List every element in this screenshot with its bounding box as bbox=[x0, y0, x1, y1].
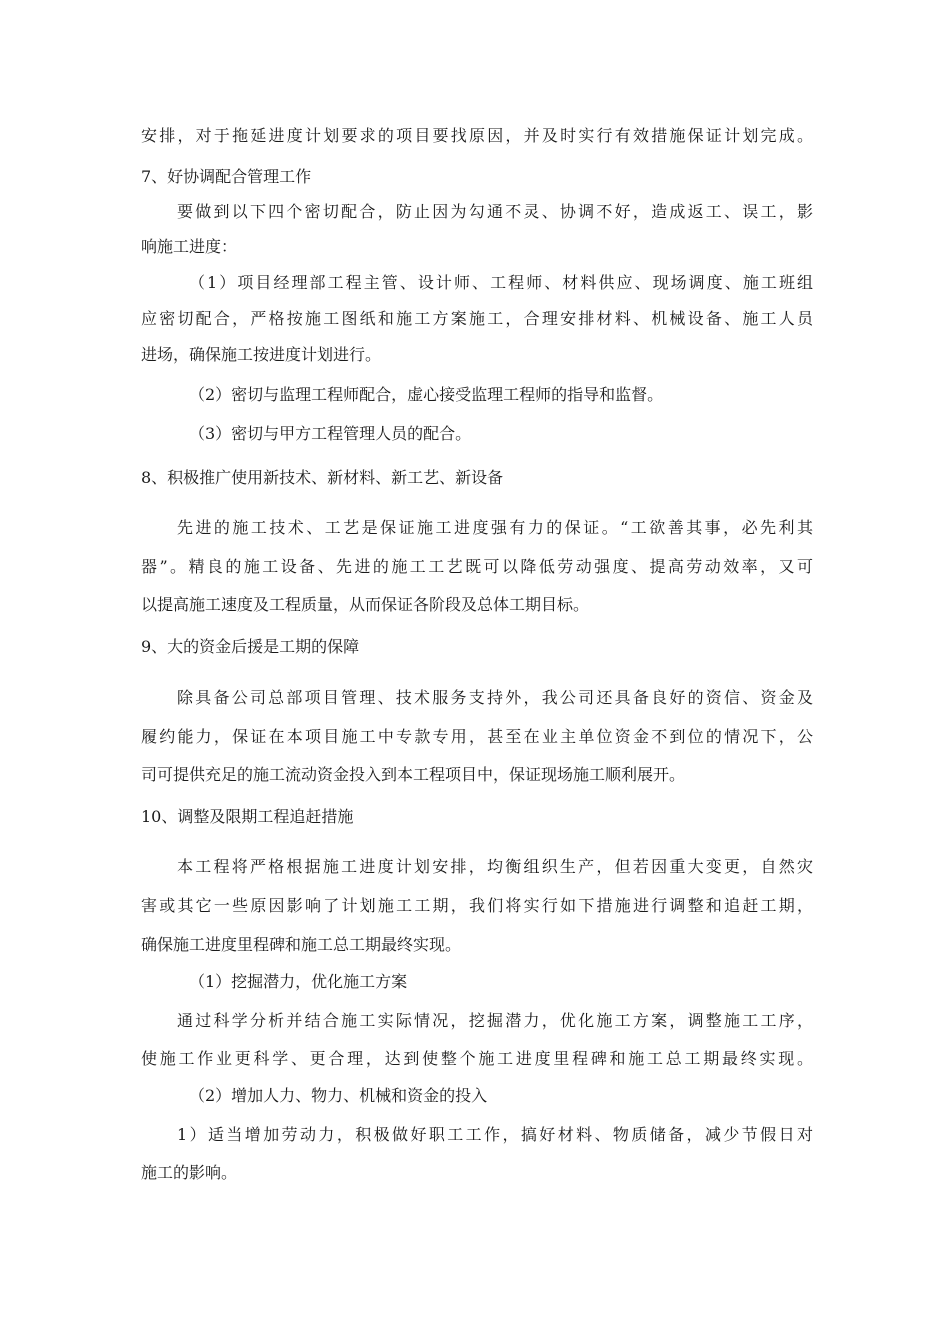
paragraph-line: 进场，确保施工按进度计划进行。 bbox=[141, 345, 382, 364]
paragraph-line: 以提高施工速度及工程质量，从而保证各阶段及总体工期目标。 bbox=[141, 595, 590, 614]
list-item-line: （2）密切与监理工程师配合，虚心接受监理工程师的指导和监督。 bbox=[189, 385, 664, 404]
paragraph-line: 除具备公司总部项目管理、技术服务支持外，我公司还具备良好的资信、资金及 bbox=[177, 688, 813, 707]
list-item-line: （3）密切与甲方工程管理人员的配合。 bbox=[189, 424, 472, 443]
list-item-line: （2）增加人力、物力、机械和资金的投入 bbox=[189, 1086, 488, 1105]
paragraph-line: 要做到以下四个密切配合，防止因为勾通不灵、协调不好，造成返工、误工，影 bbox=[177, 202, 813, 221]
paragraph-line: 确保施工进度里程碑和施工总工期最终实现。 bbox=[141, 935, 462, 954]
section-heading: 10、调整及限期工程追赶措施 bbox=[141, 807, 354, 826]
paragraph-line: 1）适当增加劳动力，积极做好职工工作，搞好材料、物质储备，减少节假日对 bbox=[177, 1125, 813, 1144]
paragraph-line: 安排，对于拖延进度计划要求的项目要找原因，并及时实行有效措施保证计划完成。 bbox=[141, 126, 813, 145]
paragraph-line: 司可提供充足的施工流动资金投入到本工程项目中，保证现场施工顺利展开。 bbox=[141, 765, 686, 784]
paragraph-line: 害或其它一些原因影响了计划施工工期，我们将实行如下措施进行调整和追赶工期， bbox=[141, 896, 813, 915]
list-item-line: （1）项目经理部工程主管、设计师、工程师、材料供应、现场调度、施工班组 bbox=[189, 273, 813, 292]
paragraph-line: 应密切配合，严格按施工图纸和施工方案施工，合理安排材料、机械设备、施工人员 bbox=[141, 309, 813, 328]
paragraph-line: 先进的施工技术、工艺是保证施工进度强有力的保证。“工欲善其事，必先利其 bbox=[177, 518, 813, 537]
paragraph-line: 履约能力，保证在本项目施工中专款专用，甚至在业主单位资金不到位的情况下，公 bbox=[141, 727, 813, 746]
paragraph-line: 响施工进度： bbox=[141, 237, 238, 256]
paragraph-line: 器”。精良的施工设备、先进的施工工艺既可以降低劳动强度、提高劳动效率，又可 bbox=[141, 557, 813, 576]
paragraph-line: 施工的影响。 bbox=[141, 1163, 238, 1182]
paragraph-line: 通过科学分析并结合施工实际情况，挖掘潜力，优化施工方案，调整施工工序， bbox=[177, 1011, 813, 1030]
section-heading: 8、积极推广使用新技术、新材料、新工艺、新设备 bbox=[141, 468, 504, 487]
section-heading: 7、好协调配合管理工作 bbox=[141, 167, 312, 186]
paragraph-line: 本工程将严格根据施工进度计划安排，均衡组织生产，但若因重大变更，自然灾 bbox=[177, 857, 813, 876]
section-heading: 9、大的资金后援是工期的保障 bbox=[141, 637, 360, 656]
paragraph-line: 使施工作业更科学、更合理，达到使整个施工进度里程碑和施工总工期最终实现。 bbox=[141, 1049, 813, 1068]
list-item-line: （1）挖掘潜力，优化施工方案 bbox=[189, 972, 408, 991]
